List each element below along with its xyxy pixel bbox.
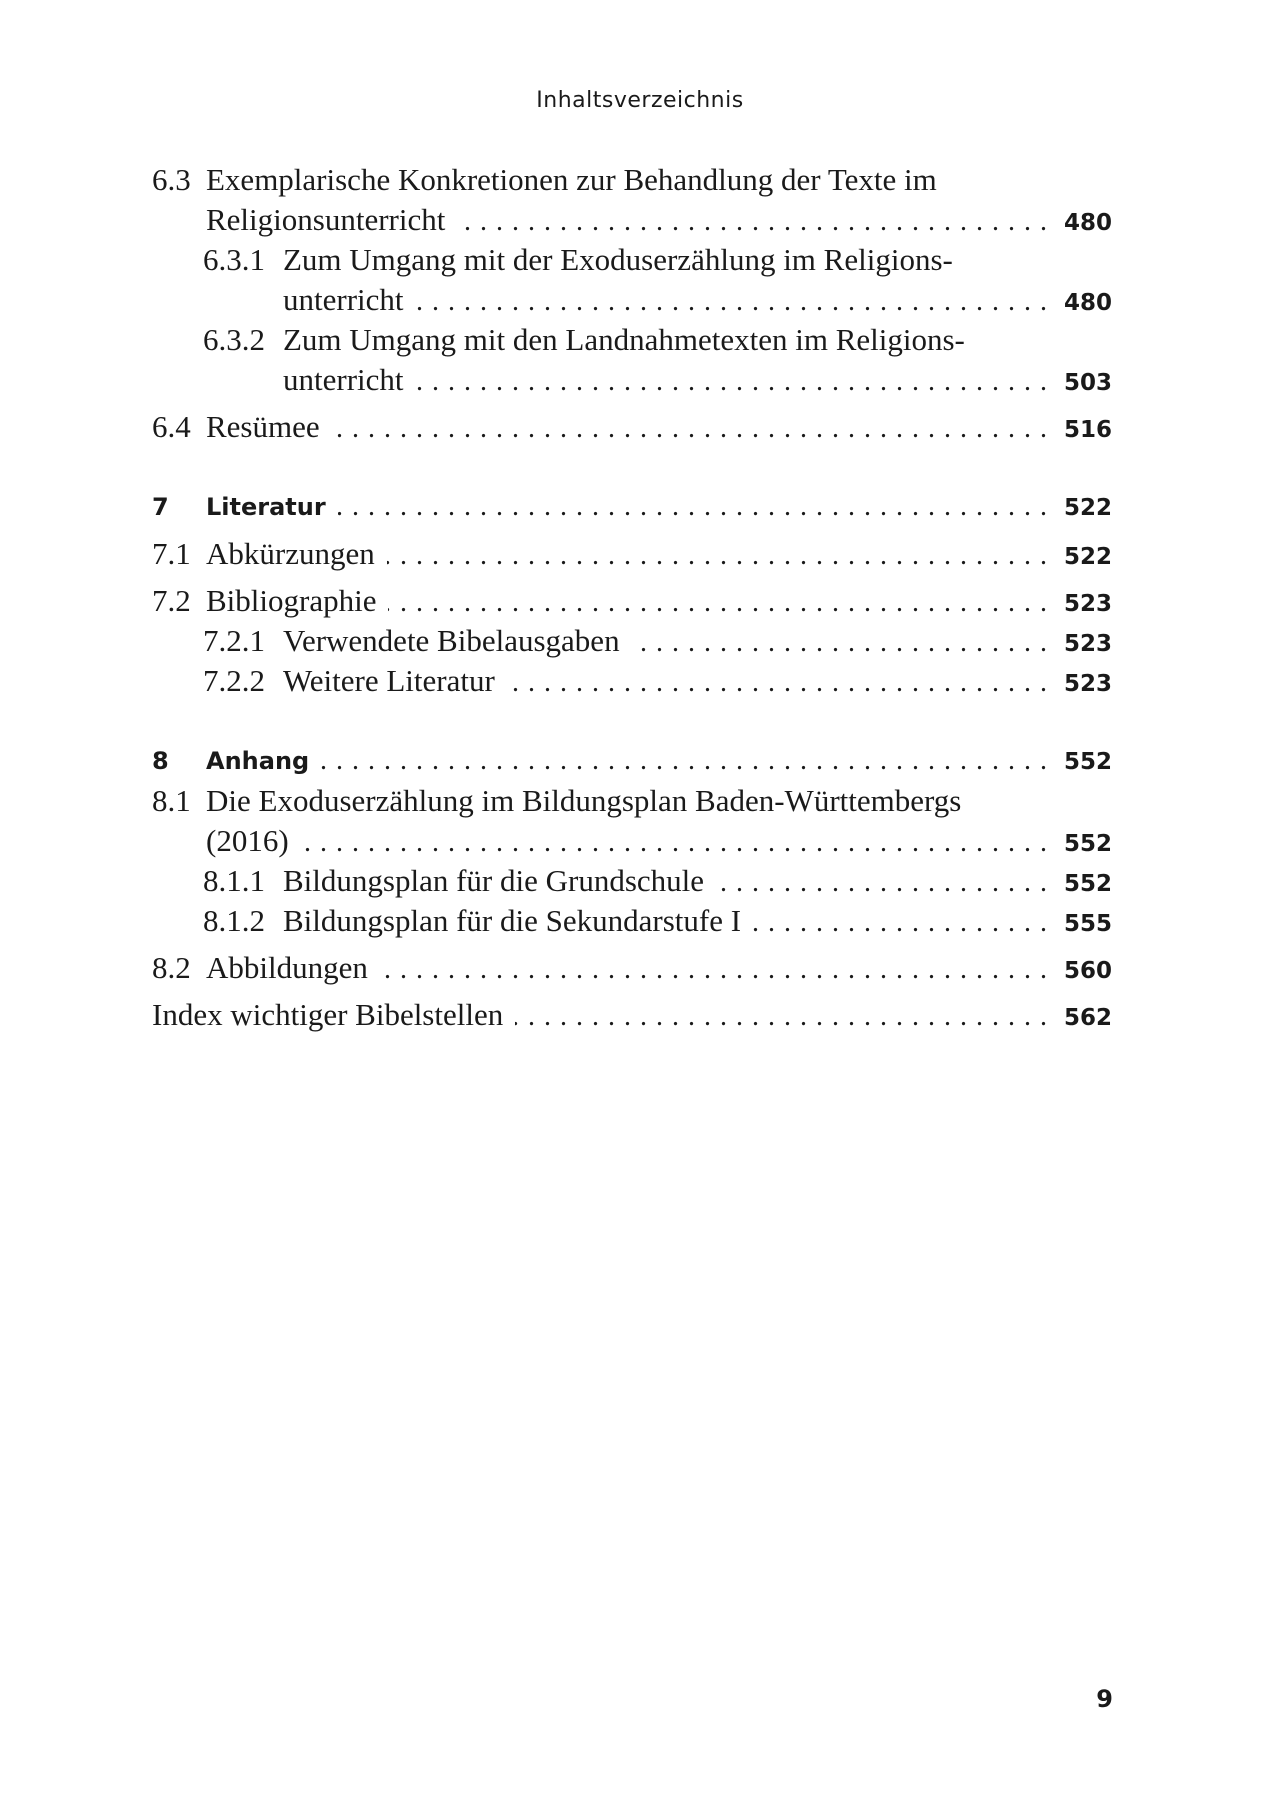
toc-entry-8-2[interactable] (152, 948, 1112, 988)
toc-entry-8-1[interactable] (152, 781, 1112, 861)
page-number: 552 (1063, 749, 1112, 775)
toc-entry-7-2-2[interactable] (152, 661, 1112, 701)
page-number: 560 (1063, 958, 1112, 984)
chapter-title: Literatur (206, 493, 326, 521)
page-number: 480 (1063, 290, 1112, 316)
section-title-cont: unterricht (283, 362, 404, 397)
section-number: 8.2 (152, 950, 191, 985)
leader-dots (332, 409, 1048, 449)
toc-entry-7-2[interactable] (152, 581, 1112, 621)
leader-dots (387, 536, 1048, 576)
page-number: 503 (1063, 370, 1112, 396)
leader-dots (321, 741, 1048, 781)
section-title: Exemplarische Konkretionen zur Behandlung der Texte im (206, 162, 937, 197)
leader-dots (388, 583, 1048, 623)
page-number: 552 (1063, 831, 1112, 857)
section-number: 6.3 (152, 162, 191, 197)
page-number: 562 (1063, 1005, 1112, 1031)
section-title-cont: Religionsunterricht (206, 202, 446, 237)
section-number: 6.4 (152, 409, 191, 444)
section-title: Abkürzungen (206, 536, 375, 571)
page-number: 516 (1063, 417, 1112, 443)
section-number: 7.1 (152, 536, 191, 571)
section-title: Index wichtiger Bibelstellen (152, 997, 504, 1032)
leader-dots (716, 863, 1048, 903)
section-title-cont: (2016) (206, 823, 289, 858)
section-title: Bildungsplan für die Sekundarstufe I (283, 903, 742, 938)
leader-dots (338, 487, 1048, 527)
page-number: 552 (1063, 871, 1112, 897)
section-number: 6.3.2 (203, 322, 265, 357)
page-number: 522 (1063, 495, 1112, 521)
page-number: 523 (1063, 631, 1112, 657)
section-number: 7.2 (152, 583, 191, 618)
chapter-title: Anhang (206, 747, 310, 775)
page-number: 480 (1063, 210, 1112, 236)
folio-page-number: 9 (1096, 1685, 1113, 1713)
toc-entry-8-1-1[interactable] (152, 861, 1112, 901)
section-title: Zum Umgang mit den Landnahmetexten im Religions- (283, 322, 965, 357)
section-title: Verwendete Bibelausgaben (283, 623, 620, 658)
section-title: Bibliographie (206, 583, 377, 618)
leader-dots (416, 362, 1048, 402)
section-number: 8.1.1 (203, 863, 265, 898)
leader-dots (507, 663, 1048, 703)
chapter-number: 8 (152, 747, 169, 775)
page-number: 523 (1063, 671, 1112, 697)
leader-dots (301, 823, 1048, 863)
section-title: Weitere Literatur (283, 663, 495, 698)
leader-dots (457, 202, 1048, 242)
section-number: 7.2.2 (203, 663, 265, 698)
leader-dots (632, 623, 1048, 663)
toc-entry-6-4[interactable] (152, 407, 1112, 447)
toc-entry-6-3-2[interactable] (152, 320, 1112, 400)
toc-entry-7-1[interactable] (152, 534, 1112, 574)
section-number: 6.3.1 (203, 242, 265, 277)
toc-entry-6-3-1[interactable] (152, 240, 1112, 320)
toc-entry-8-1-2[interactable] (152, 901, 1112, 941)
leader-dots (380, 950, 1048, 990)
page-number: 555 (1063, 911, 1112, 937)
toc-entry-6-3[interactable] (152, 160, 1112, 240)
chapter-number: 7 (152, 493, 169, 521)
page-number: 522 (1063, 544, 1112, 570)
leader-dots (416, 282, 1048, 322)
section-title: Abbildungen (206, 950, 368, 985)
page-number: 523 (1063, 591, 1112, 617)
section-number: 8.1 (152, 783, 191, 818)
section-title-cont: unterricht (283, 282, 404, 317)
toc-entry-index[interactable] (152, 995, 1112, 1035)
section-title: Die Exoduserzählung im Bildungsplan Baden-Württembergs (206, 783, 962, 818)
running-head: Inhaltsverzeichnis (536, 88, 744, 113)
table-of-contents (152, 160, 1112, 1035)
section-number: 8.1.2 (203, 903, 265, 938)
toc-chapter-7[interactable] (152, 487, 1112, 527)
section-title: Resümee (206, 409, 320, 444)
section-title: Bildungsplan für die Grundschule (283, 863, 705, 898)
leader-dots (753, 903, 1048, 943)
leader-dots (515, 997, 1048, 1037)
section-number: 7.2.1 (203, 623, 265, 658)
section-title: Zum Umgang mit der Exoduserzählung im Religions- (283, 242, 953, 277)
toc-chapter-8[interactable] (152, 741, 1112, 781)
toc-entry-7-2-1[interactable] (152, 621, 1112, 661)
